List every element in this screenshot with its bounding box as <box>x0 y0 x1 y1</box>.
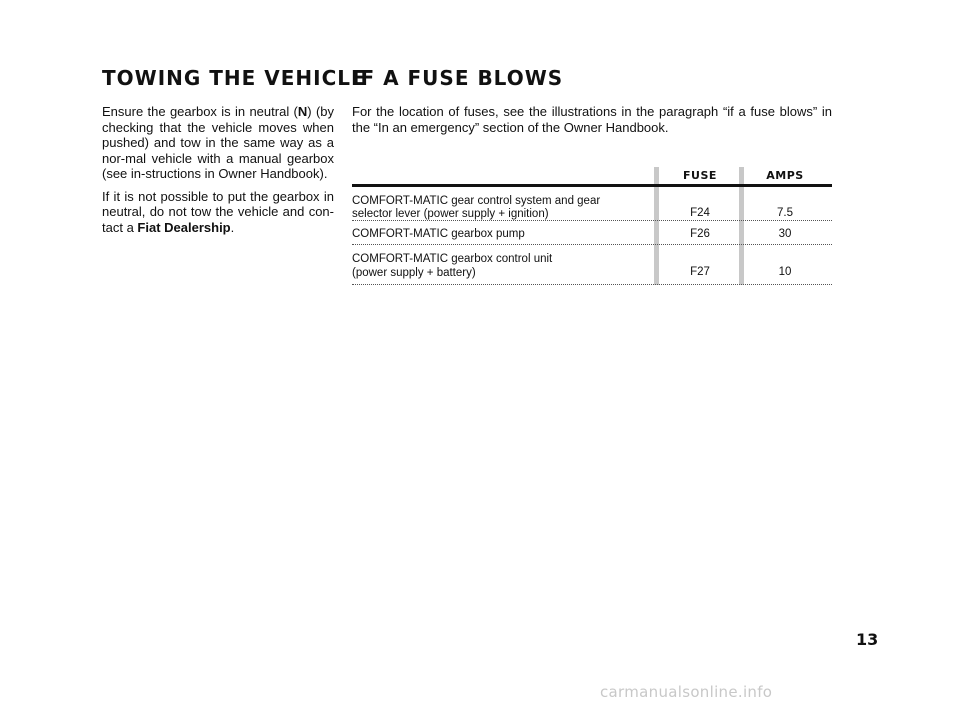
description-line: COMFORT-MATIC gear control system and gear <box>352 195 601 207</box>
fuse-cell: F26 <box>690 228 710 240</box>
dealership-name: Fiat Dealership <box>137 219 231 235</box>
description-line: COMFORT-MATIC gearbox control unit <box>352 253 553 265</box>
towing-text: ) (by checking that the vehicle moves when pushed) and tow in the same way as a nor-mal vehicle with a manual gearbox (see in-structions in Owner Handbook). <box>102 104 335 181</box>
towing-heading: TOWING THE VEHICLE <box>102 66 366 90</box>
amps-cell: 10 <box>778 266 792 278</box>
header-rule <box>352 184 832 187</box>
table-row <box>352 227 832 245</box>
page-number: 13 <box>856 630 879 649</box>
neutral-symbol: N <box>297 104 308 119</box>
towing-section <box>102 104 334 242</box>
amps-cell: 7.5 <box>777 207 793 219</box>
table-row <box>352 195 832 221</box>
fuse-heading: IF A FUSE BLOWS <box>352 66 564 90</box>
description-line: selector lever (power supply + ignition) <box>352 208 549 220</box>
fuse-cell: F24 <box>690 207 710 219</box>
description-line: COMFORT-MATIC gearbox pump <box>352 228 525 240</box>
fuse-intro: For the location of fuses, see the illustrations in the paragraph “if a fuse blows” in the “In an emergency” section of the Owner Handbook. <box>352 104 832 135</box>
fuse-cell: F27 <box>690 266 710 278</box>
towing-text: . <box>230 219 235 235</box>
towing-text: Ensure the gearbox is in neutral ( <box>102 104 298 119</box>
fuse-table <box>352 167 832 285</box>
towing-paragraph-2 <box>102 189 334 236</box>
description-line: (power supply + battery) <box>352 267 476 279</box>
header-amps: AMPS <box>766 169 804 182</box>
towing-paragraph-1 <box>102 104 334 182</box>
watermark: carmanualsonline.info <box>600 683 773 701</box>
row-description <box>352 252 642 280</box>
header-fuse: FUSE <box>683 169 717 182</box>
table-row <box>352 251 832 285</box>
towing-text: If it is not possible to put the gearbox in neutral, do not tow the vehicle and con-tact a <box>102 188 334 235</box>
amps-cell: 30 <box>778 228 792 240</box>
row-description <box>352 228 642 241</box>
row-description <box>352 195 642 221</box>
